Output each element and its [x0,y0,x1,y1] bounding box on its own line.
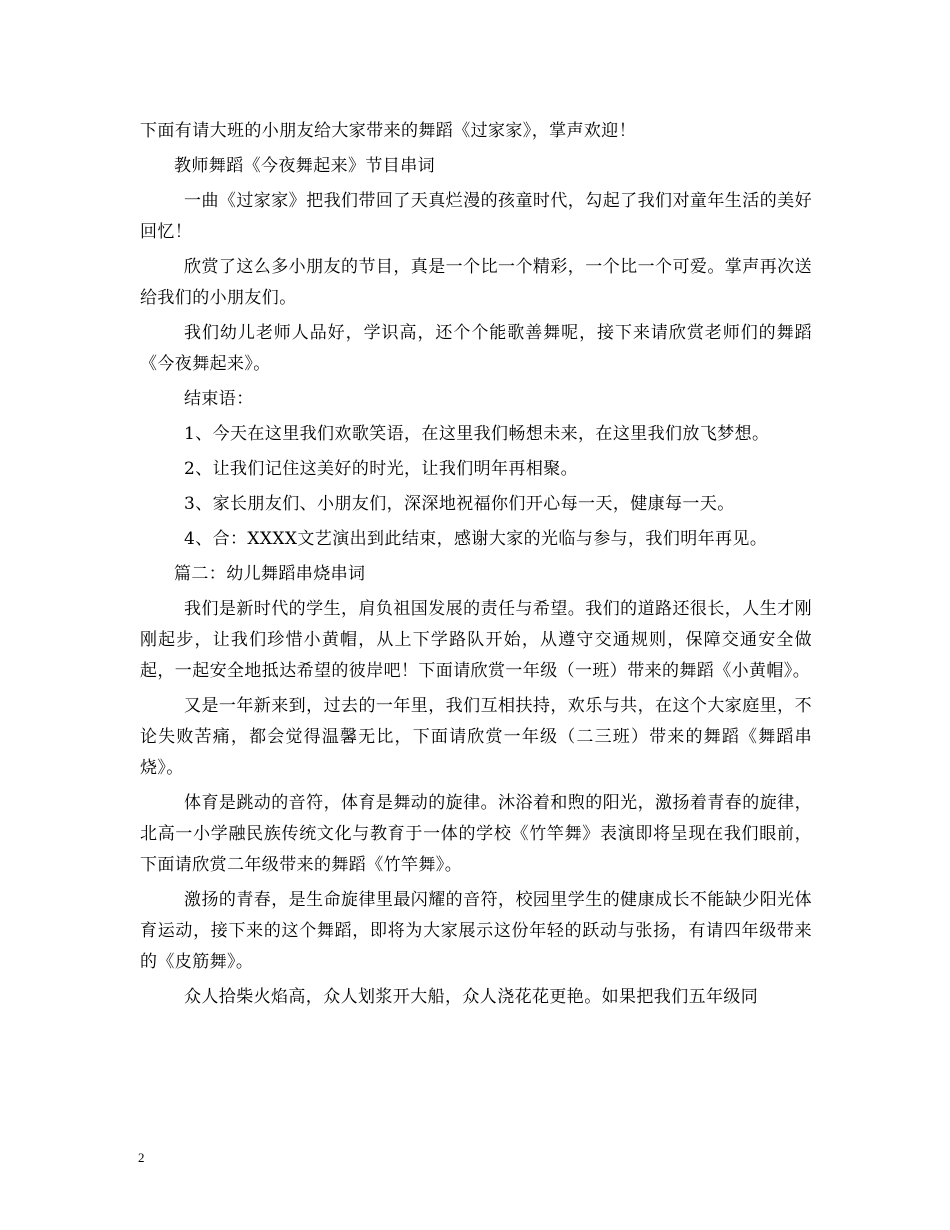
paragraph-1: 下面有请大班的小朋友给大家带来的舞蹈《过家家》，掌声欢迎！ [140,121,637,141]
paragraph-3: 一曲《过家家》把我们带回了天真烂漫的孩童时代，勾起了我们对童年生活的美好回忆！ [140,191,812,242]
paragraph-12: 我们是新时代的学生，肩负祖国发展的责任与希望。我们的道路还很长，人生才刚刚起步，让我们珍惜小黄帽，从上下学路队开始，从遵守交通规则，保障交通安全做起，一起安全地抵达希望的彼岸吧！下面请欣赏一年级（一班）带来的舞蹈《小黄帽》。 [140,599,812,681]
paragraph-4: 欣赏了这么多小朋友的节目，真是一个比一个精彩，一个比一个可爱。掌声再次送给我们的小朋友们。 [140,257,812,308]
page-number: 2 [138,1150,145,1165]
paragraph-15: 激扬的青春，是生命旋律里最闪耀的音符，校园里学生的健康成长不能缺少阳光体育运动，接下来的这个舞蹈，即将为大家展示这份年轻的跃动与张扬，有请四年级带来的《皮筋舞》。 [140,890,812,972]
closing-item-2: 2、让我们记住这美好的时光，让我们明年再相聚。 [184,459,579,479]
paragraph-13: 又是一年新来到，过去的一年里，我们互相扶持，欢乐与共，在这个大家庭里，不论失败苦痛，都会觉得温馨无比，下面请欣赏一年级（二三班）带来的舞蹈《舞蹈串烧》。 [140,696,812,778]
paragraph-5: 我们幼儿老师人品好，学识高，还个个能歌善舞呢，接下来请欣赏老师们的舞蹈《今夜舞起来》。 [140,323,812,374]
closing-remarks-heading: 结束语： [184,389,254,409]
paragraph-14: 体育是跳动的音符，体育是舞动的旋律。沐浴着和煦的阳光，激扬着青春的旋律，北高一小学融民族传统文化与教育于一体的学校《竹竿舞》表演即将呈现在我们眼前，下面请欣赏二年级带来的舞蹈《竹竿舞》。 [140,793,812,875]
paragraph-16: 众人拾柴火焰高，众人划浆开大船，众人浇花花更艳。如果把我们五年级同 [184,987,759,1007]
closing-item-4: 4、合：XXXX文艺演出到此结束，感谢大家的光临与参与，我们明年再见。 [184,529,768,549]
section-heading-teacher-dance: 教师舞蹈《今夜舞起来》节目串词 [174,156,435,176]
closing-item-1: 1、今天在这里我们欢歌笑语，在这里我们畅想未来，在这里我们放飞梦想。 [184,424,770,444]
closing-item-3: 3、家长朋友们、小朋友们，深深地祝福你们开心每一天，健康每一天。 [184,494,735,514]
section-heading-part-two: 篇二：幼儿舞蹈串烧串词 [174,564,366,584]
document-body [140,116,812,1013]
